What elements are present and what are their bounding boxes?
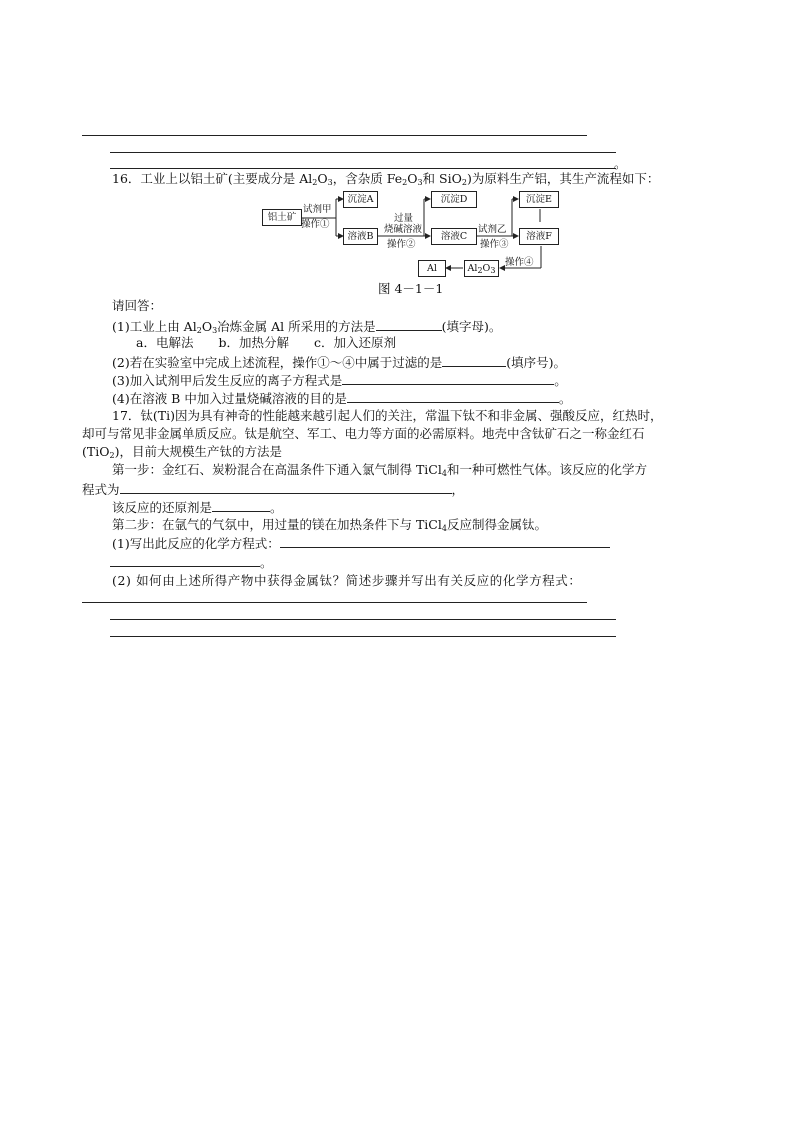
box-ppt-d: 沉淀D — [431, 191, 477, 208]
answer-blank[interactable] — [280, 535, 610, 548]
answer-blank[interactable] — [212, 499, 270, 512]
q16-part4: (4)在溶液 B 中加入过量烧碱溶液的目的是 。 — [112, 391, 572, 406]
label-reagent-b: 试剂乙 — [478, 224, 507, 235]
label-op4: 操作④ — [505, 257, 534, 268]
q16-part1: (1)工业上由 $Al_2O_3$冶炼金属 Al 所采用的方法是 (填字母)。 — [112, 319, 502, 335]
q17-reductant: 该反应的还原剂是 。 — [112, 500, 283, 515]
q17-sub2: (2) 如何由上述所得产物中获得金属钛？简述步骤并写出有关反应的化学方程式： — [112, 573, 582, 588]
answer-line — [110, 636, 616, 637]
label-op1: 操作① — [301, 219, 330, 230]
answer-blank[interactable] — [110, 554, 260, 567]
answer-blank[interactable] — [342, 372, 554, 385]
box-ppt-e: 沉淀E — [519, 191, 559, 208]
q17-line2: 却可与常见非金属单质反应。钛是航空、军工、电力等方面的必需原料。地壳中含钛矿石之一称金红石 — [82, 426, 645, 441]
q17-step2: 第二步：在氩气的气氛中，用过量的镁在加热条件下与 TiCl$_4$反应制得金属钛。 — [112, 517, 547, 533]
ask-label: 请回答： — [112, 298, 163, 313]
q17-line3: (TiO$_2$)，目前大规模生产钛的方法是 — [82, 444, 282, 460]
answer-blank[interactable] — [442, 354, 506, 367]
box-sol-c: 溶液C — [431, 228, 477, 245]
figure-caption: 图 4－1－1 — [378, 281, 444, 296]
q16-part2: (2)若在实验室中完成上述流程，操作①～④中属于过滤的是 (填序号)。 — [112, 355, 566, 370]
label-op3: 操作③ — [480, 239, 509, 250]
box-ppt-a: 沉淀A — [343, 191, 378, 208]
q17-sub1: (1)写出此反应的化学方程式： — [112, 535, 610, 551]
answer-blank[interactable] — [120, 481, 452, 494]
q17-step1-line2: 程式为 ， — [82, 482, 465, 497]
label-caustic: 烧碱溶液 — [384, 224, 423, 235]
q16-stem: 16．工业上以铝土矿(主要成分是 $Al_2O_3$，含杂质 $Fe_2O_3$和 SiO$_2$)为原料生产铝，其生产流程如下： — [112, 171, 660, 187]
period: 。 — [614, 156, 627, 171]
flow-arrows — [0, 0, 794, 300]
label-excess: 过量 — [394, 213, 414, 224]
answer-blank[interactable] — [347, 390, 559, 403]
box-sol-f: 溶液F — [519, 228, 559, 245]
box-sol-b: 溶液B — [343, 228, 378, 245]
answer-line — [110, 619, 616, 620]
box-al: Al — [418, 260, 446, 277]
box-ore: 铝土矿 — [262, 209, 302, 226]
q17-sub1-line2: 。 — [110, 554, 273, 570]
answer-line — [82, 602, 587, 603]
label-reagent-a: 试剂甲 — [303, 204, 332, 215]
q17-step1: 第一步：金红石、炭粉混合在高温条件下通入氯气制得 TiCl$_4$和一种可燃性气体。该反应的化学方 — [112, 462, 647, 478]
q16-part3: (3)加入试剂甲后发生反应的离子方程式是 。 — [112, 373, 567, 388]
q17-line1: 17．钛(Ti)因为具有神奇的性能越来越引起人们的关注，常温下钛不和非金属、强酸反应，红热时， — [112, 408, 663, 423]
label-op2: 操作② — [387, 239, 416, 250]
q16-options: a．电解法 b．加热分解 c．加入还原剂 — [136, 335, 396, 350]
box-alumina: $Al_2O_3$ — [464, 260, 499, 277]
answer-blank[interactable] — [376, 318, 442, 331]
